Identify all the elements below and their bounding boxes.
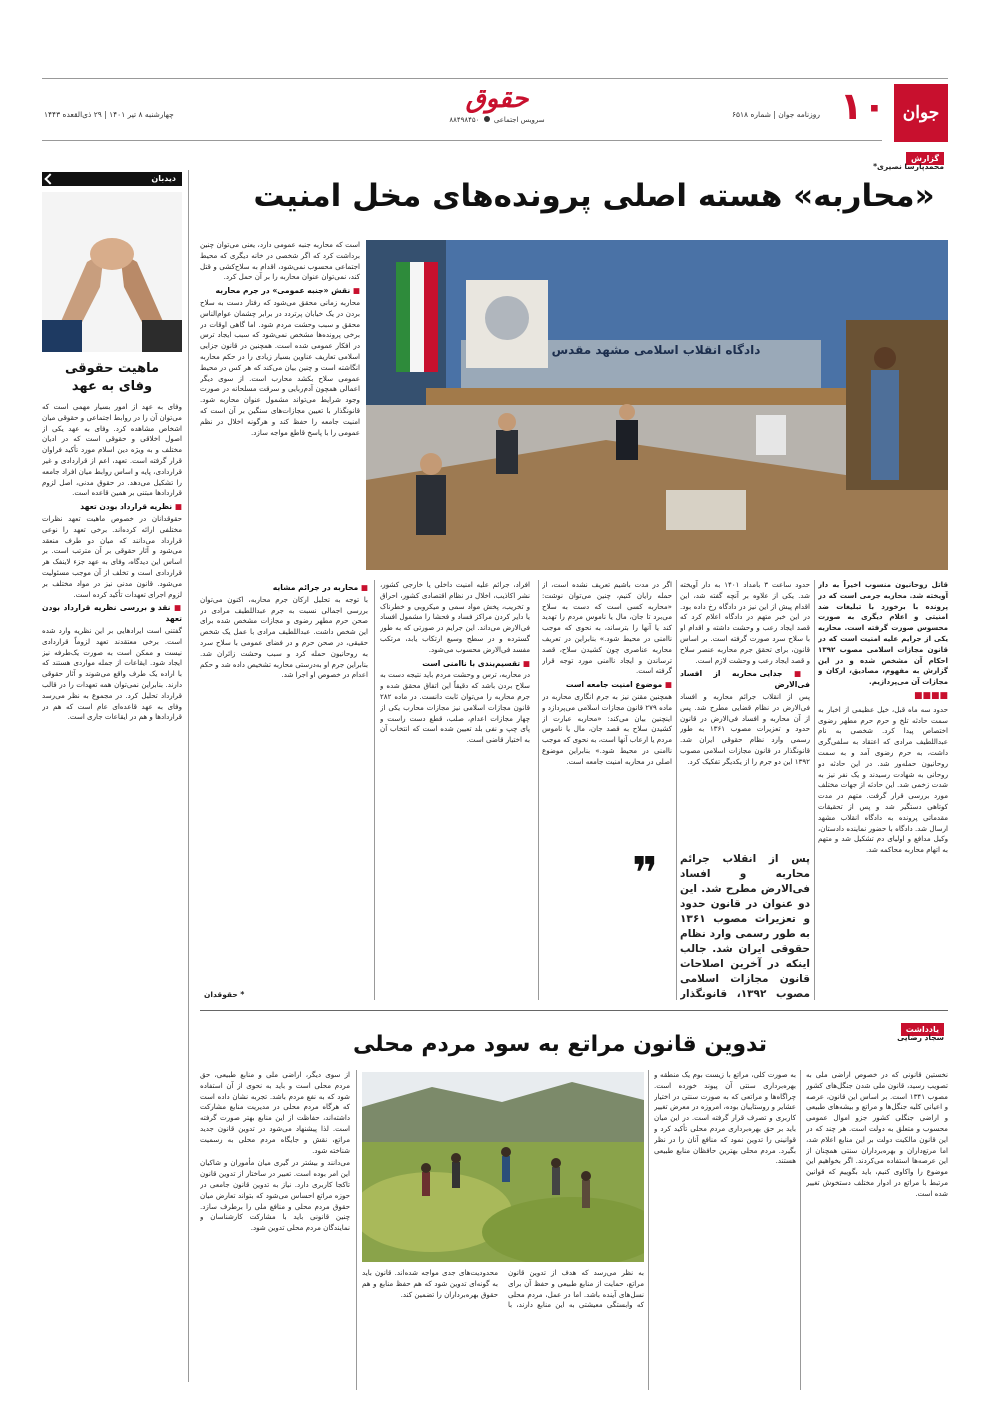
second-col-2-text: به صورت کلی، مراتع با زیست بوم یک منطقه و بهره‌برداری سنتی آن پیوند خورده است. چراگاه‌ها و مراتعی که به صورت سنتی در اختیار عشایر و روستاییان بوده، امروزه در معرض تغییر کاربری و تصرف قرار گرفته است. در این میان باید بر حق بهره‌برداری مردم محلی تأکید کرد و قوانینی را تدوین نمود که منافع آنان را در نظر بگیرد. مردم محلی بهترین حافظان منابع طبیعی هستند. — [654, 1070, 796, 1166]
story-divider — [200, 1010, 948, 1011]
column-rule — [374, 580, 375, 1000]
main-col-5-text: با توجه به تحلیل ارکان جرم محاربه، اکنون می‌توان بررسی اجمالی نسبت به جرم عبداللطیف مرادی در صحن حرم مطهر رضوی و مجازات مشخص شده برای این شخص داشت. عبداللطیف مرادی با عمل یک شخص حقیقی، در صحن حرم و در فضای عمومی با سلاح سرد به روحانیون حمله کرد و سبب وحشت زائران شد. بنابراین جرم او به‌درستی محاربه تشخیص داده شد و حکم اعدام در خصوص او اجرا شد. — [200, 594, 368, 680]
quote-icon: ❞ — [632, 848, 658, 899]
sidebar-paragraph-2: حقوقدانان در خصوص ماهیت تعهد نظرات مختلفی ارائه کرده‌اند. برخی تعهد را نوعی قرارداد می‌دانند که میان دو طرف منعقد می‌شود و آثار حقوقی بر آن مترتب است. بر اساس این دیدگاه، وفای به عهد جزء لاینفک هر قراردادی است و تخلف از آن موجب مسئولیت می‌شود. قانون مدنی نیز در مواد مختلف بر لزوم اجرای تعهدات تأکید کرده است. — [42, 513, 182, 599]
courtroom-illustration — [366, 240, 948, 570]
second-col-3-text: به نظر می‌رسد که هدف از تدوین قانون مراتع، حمایت از منابع طبیعی و حفظ آن برای نسل‌های آینده باشد. اما در عمل، مردم محلی که وابستگی معیشتی به این منابع دارند، با محدودیت‌های جدی مواجه شده‌اند. قانون باید به گونه‌ای تدوین شود که هم حفظ منابع و هم حقوق بهره‌برداران را تضمین کند. — [362, 1268, 644, 1310]
handshake-illustration — [42, 192, 182, 352]
main-col-2-text-b: پس از انقلاب جرائم محاربه و افساد فی‌الارض در نظام قضایی مطرح شد. پس از آن محاربه و افساد فی‌الارض در قانون حدود و تعزیرات مصوب ۱۳۶۱ به طور رسمی وارد نظام حقوقی ایران شد. قانونگذار در قانون مجازات اسلامی مصوب ۱۳۹۲ این دو جرم را از یکدیگر تفکیک کرد. — [680, 691, 810, 766]
courtroom-photo — [366, 240, 948, 570]
pull-quote — [542, 848, 810, 1002]
sidebar-paragraph-3: گفتنی است ایرادهایی بر این نظریه وارد شده است. برخی معتقدند تعهد لزوماً قراردادی نیست و ممکن است به صورت یک‌طرفه نیز ایجاد شود. ایقاعات از جمله مواردی هستند که با اراده یک طرف واقع می‌شوند و آثار حقوقی دارند. بنابراین نمی‌توان همه تعهدات را در قالب قرارداد تحلیل کرد. در مجموع به نظر می‌رسد وفای به عهد قاعده‌ای عام است که هم در قراردادها و هم در ایقاعات جاری است. — [42, 625, 182, 722]
second-col-1 — [806, 1070, 948, 1390]
main-col-2-subhead: ■ جدایی محاربه از افساد فی‌الارض — [680, 669, 810, 691]
newspaper-logo — [894, 84, 948, 142]
lead-paragraph: قاتل روحانیون منسوب اخیراً به دار آویخته شد. محاربه جرمی است که در پرونده با برخورد با تبلیغات ضد امنیتی و اعلام دیگری به صورت محسوس صورت گرفته است. محاربه یکی از جرایم علیه امنیت است که در قانون مجازات اسلامی مصوب ۱۳۹۲ احکام آن مشخص شده و در این گزارش به مفهوم، مصادیق، ارکان و مجازات آن می‌پردازیم. — [818, 580, 948, 687]
main-col-3-text-b: همچنین مقنن نیز به جرم انگاری محاربه در ماده ۲۷۹ قانون مجازات اسلامی می‌پردازد و اینچنین بیان می‌کند: «محاربه عبارت از کشیدن سلاح به قصد جان، مال یا ناموس مردم یا ارعاب آنها است، به نحوی که موجب ناامنی در محیط شود.» بنابراین موضوع اصلی در محاربه امنیت جامعه است. — [542, 691, 672, 766]
column-rule — [814, 580, 815, 1000]
col5-subhead: ■ نقش «جنبه عمومی» در جرم محاربه — [200, 286, 360, 297]
masthead-rule — [42, 140, 882, 141]
col5-paragraph-1: است که محاربه جنبه عمومی دارد، یعنی می‌توان چنین برداشت کرد که اگر شخصی در خانه دیگری که محیط اجتماعی محسوب نمی‌شود، اقدام به سلاح‌کشی و قتل کند، نمی‌توان عنوان محاربه را بر آن حمل کرد. — [200, 240, 360, 282]
main-col-5-subhead: ■ محاربه در جرائم مشابه — [200, 583, 368, 594]
sidebar-tag-label: دیدبان — [151, 174, 176, 183]
photo-banner: دادگاه انقلاب اسلامی مشهد مقدس — [551, 343, 761, 357]
second-headline: تدوین قانون مراتع به سود مردم محلی — [352, 1032, 768, 1057]
phone-icon — [484, 116, 490, 122]
tag-label: یادداشت — [901, 1023, 944, 1036]
field-illustration — [362, 1072, 644, 1262]
main-col-1 — [818, 580, 948, 1000]
brand-phone: ۸۸۴۹۸۴۵۰ — [449, 116, 480, 124]
col5-paragraph-2: محاربه زمانی محقق می‌شود که رفتار دست به سلاح بردن در یک خیابان پرتردد در برابر چشمان عوام‌الناس محقق و سبب وحشت مردم شود. اما گاهی اوقات در برخی پرونده‌ها مشخص نمی‌شود که سبب ایجاد ترس در افکار عمومی شده است. همچنین در قانون جزایی اسلامی تعاریف عناوین بسیار زیادی را در حکم محاربه انگاشته است و چنین بیان می‌کند که هر کس در محیط عمومی سلاح بکشد محارب است. از سوی دیگر اعمالی همچون آدم‌ربایی و سرقت مسلحانه در صورت وجود شرایط می‌تواند مشمول عنوان محاربه شود. قانونگذار با تعیین مجازات‌های سنگین بر آن است که امنیت جامعه را حفظ کند و هرگونه اخلال در نظم عمومی را با پاسخ قاطع مواجه سازد. — [200, 297, 360, 437]
lead-column — [200, 240, 360, 572]
tag-label: گزارش — [906, 152, 944, 165]
column-rule — [538, 580, 539, 1000]
sidebar-subhead-2: ■ نقد و بررسی نظریه قرارداد بودن تعهد — [42, 603, 182, 625]
quote-text: پس از انقلاب جرائم محاربه و افساد فی‌الارض مطرح شد. این دو عنوان در قانون حدود و تعزیرات مصوب ۱۳۶۱ به طور رسمی وارد نظام حقوقی ایران شد. جالب اینکه در آخرین اصلاحات قانون مجازات اسلامی مصوب ۱۳۹۲، قانونگذار — [680, 853, 810, 1000]
main-col-2-text: حدود ساعت ۳ بامداد ۱۴۰۱ به دار آویخته شد. یکی از علاوه بر آنچه گفته شد، این اقدام پیش از این نیز در دادگاه رخ داده بود. در این خبر متهم در دادگاه اعلام کرد که قصد ایجاد رعب و وحشت داشته و اقدام او با سلاح سرد صورت گرفته است. بر اساس قانون، برای تحقق جرم محاربه عنصر سلاح و قصد ایجاد رعب و وحشت لازم است. — [680, 580, 810, 665]
main-col-4 — [380, 580, 530, 1000]
brand-name: حقوق — [465, 84, 529, 114]
author-sign: * حقوقدان — [204, 990, 245, 999]
sidebar-headline-2: وفای به عهد — [71, 379, 153, 394]
second-col-2 — [654, 1070, 796, 1390]
logo-text: جوان — [902, 103, 940, 123]
sidebar-body — [42, 402, 182, 1392]
paper-line-right: روزنامه جوان | شماره ۶۵۱۸ — [731, 110, 820, 119]
second-col-1-text: نخستین قانونی که در خصوص اراضی ملی به تصویب رسید، قانون ملی شدن جنگل‌های کشور مصوب ۱۳۴۱ است. بر اساس این قانون، عرصه و اعیانی کلیه جنگل‌ها و مراتع و بیشه‌های طبیعی و اراضی جنگلی کشور جزو اموال عمومی محسوب و متعلق به دولت است. هر چند که در این قانون مالکیت دولت بر این منابع اعلام شد، اما مرتع‌داران و بهره‌برداران سنتی همچنان از این عرصه‌ها استفاده می‌کردند. اگر بخواهیم این موضوع را واکاوی کنیم، باید بگوییم که قوانین مرتبط با مراتع در ادوار مختلف دستخوش تغییر شده است. — [806, 1070, 948, 1198]
second-story-author: سجاد رضایی — [897, 1033, 944, 1042]
second-col-5-text: می‌دانند و بیشتر در گیری میان مأموران و شاکیان این امر بوده است. تعبیر در ساختار از تدوین قانون تاکجا کاربری دارد. نیاز به تدوین قانون جامعی در حوزه مراتع احساس می‌شود که بتواند تعارض میان حقوق مردم محلی و منافع ملی را برطرف سازد. چنین قانونی باید با مشارکت کارشناسان و نمایندگان مردم محلی تدوین شود. — [200, 1158, 350, 1233]
main-headline: «محاربه» هسته اصلی پرونده‌های مخل امنیت — [253, 178, 935, 214]
main-story-author: محمدپارسا نصیری* — [873, 162, 944, 171]
main-col-3 — [542, 580, 672, 846]
page-number: ۱۰ — [839, 84, 886, 128]
main-col-3-subhead: ■ موضوع امنیت جامعه است — [542, 680, 672, 691]
sidebar-subhead-1: ■ نظریه قرارداد بودن تعهد — [42, 502, 182, 513]
main-col-3-text: اگر در مدت باشیم تعریف نشده است، از حمله رایان کنیم، چنین می‌توان نوشت: «محاربه کسی است که دست به سلاح می‌برد تا جان، مال یا ناموس مردم را تهدید کند یا آنها را بترساند، به نحوی که موجب ناامنی در محیط شود.» بنابراین در تعریف محاربه عناصری چون کشیدن سلاح، قصد ترساندن و ایجاد ناامنی مورد توجه قرار گرفته است. — [542, 580, 672, 676]
second-col-4-text: از سوی دیگر، اراضی ملی و منابع طبیعی، حق مردم محلی است و باید به نحوی از آن استفاده شود که به نفع مردم باشد. تجربه نشان داده است که هرگاه مردم محلی در مدیریت منابع مشارکت داشته‌اند، حفاظت از این منابع بهتر صورت گرفته است. لذا پیشنهاد می‌شود در تدوین قانون جدید مراتع، نقش و جایگاه مردم محلی به رسمیت شناخته شود. — [200, 1070, 350, 1155]
sidebar-separator — [188, 170, 189, 1382]
second-col-3 — [362, 1268, 644, 1390]
main-col-5 — [200, 580, 368, 986]
main-col-4-subhead: ■ تقسیم‌بندی با ناامنی است — [380, 659, 530, 670]
sidebar-headline-1: ماهیت حقوقی — [64, 361, 160, 376]
main-col-4-text-b: در محاربه، ترس و وحشت مردم باید نتیجه دست به سلاح بردن باشد که دقیقاً این اتفاق محقق شده و جرم محاربه را می‌توان ثابت دانست. در ماده ۲۸۲ قانون مجازات اسلامی نیز مجازات محارب یکی از چهار مجازات اعدام، صلب، قطع دست راست و پای چپ و نفی بلد تعیین شده است که انتخاب آن به اختیار قاضی است. — [380, 670, 530, 745]
sidebar-flag-icon — [44, 173, 55, 184]
column-rule — [800, 1070, 801, 1390]
handshake-photo — [42, 192, 182, 352]
sidebar-paragraph-1: وفای به عهد از امور بسیار مهمی است که می‌توان آن را در روابط اجتماعی و حقوقی میان اشخاص مشاهده کرد. وفای به عهد یکی از اصول اخلاقی و حقوقی است که در ادیان مختلف و به ویژه دین اسلام مورد تأکید فراوان قرار گرفته است. تعهد، اعم از قراردادی و غیر قراردادی، پایه و اساس روابط میان افراد جامعه را تشکیل می‌دهد. در حقوق مدنی، اصل لزوم قراردادها مبتنی بر همین قاعده است. — [42, 402, 182, 498]
column-rule — [648, 1070, 649, 1390]
sidebar-tag — [42, 172, 182, 186]
red-dots: ■■■■ — [913, 690, 948, 701]
field-photo — [362, 1072, 644, 1262]
main-col-1-text: حدود سه ماه قبل، خیل عظیمی از اخبار به سمت حادثه تلخ و حرم حرم مطهر رضوی اختصاص پیدا کرد. شخصی به نام عبداللطیف مرادی که اعتقاد به سلفی‌گری داشت، به حرم رضوی آمد و به سمت روحانیون حمله‌ور شد. در این حادثه دو روحانی به شهادت رسیدند و یک نفر نیز به شدت زخمی شد. این حادثه از جهات مختلف مورد بررسی قرار گرفت. متهم در مدت کوتاهی دستگیر شد و پس از تحقیقات مقدماتی پرونده به دادگاه انقلاب مشهد ارسال شد. دادگاه با حضور نماینده دادستان، وکیل مدافع و اولیای دم تشکیل شد و متهم به اتهام محاربه محاکمه شد. — [818, 704, 948, 855]
column-rule — [356, 1070, 357, 1390]
paper-line-left: چهارشنبه ۸ تیر ۱۴۰۱ | ۲۹ ذی‌القعده ۱۴۴۳ — [44, 110, 174, 119]
main-col-4-text: افراد، جرائم علیه امنیت داخلی یا خارجی کشور، نشر اکاذیب، اخلال در نظام اقتصادی کشور، احراق و تخریب، پخش مواد سمی و میکروبی و خطرناک یا دایر کردن مراکز فساد و فحشا را مشمول افساد فی‌الارض می‌داند. این جرایم در صورتی که به طور گسترده و در سطح وسیع ارتکاب یابد، مرتکب مفسد فی‌الارض محسوب می‌شود. — [380, 580, 530, 654]
brand-sub: سرویس اجتماعی — [493, 116, 545, 124]
second-col-4 — [200, 1070, 350, 1390]
sidebar-headline — [42, 360, 182, 396]
top-rule — [42, 78, 948, 79]
section-brand — [442, 84, 552, 124]
